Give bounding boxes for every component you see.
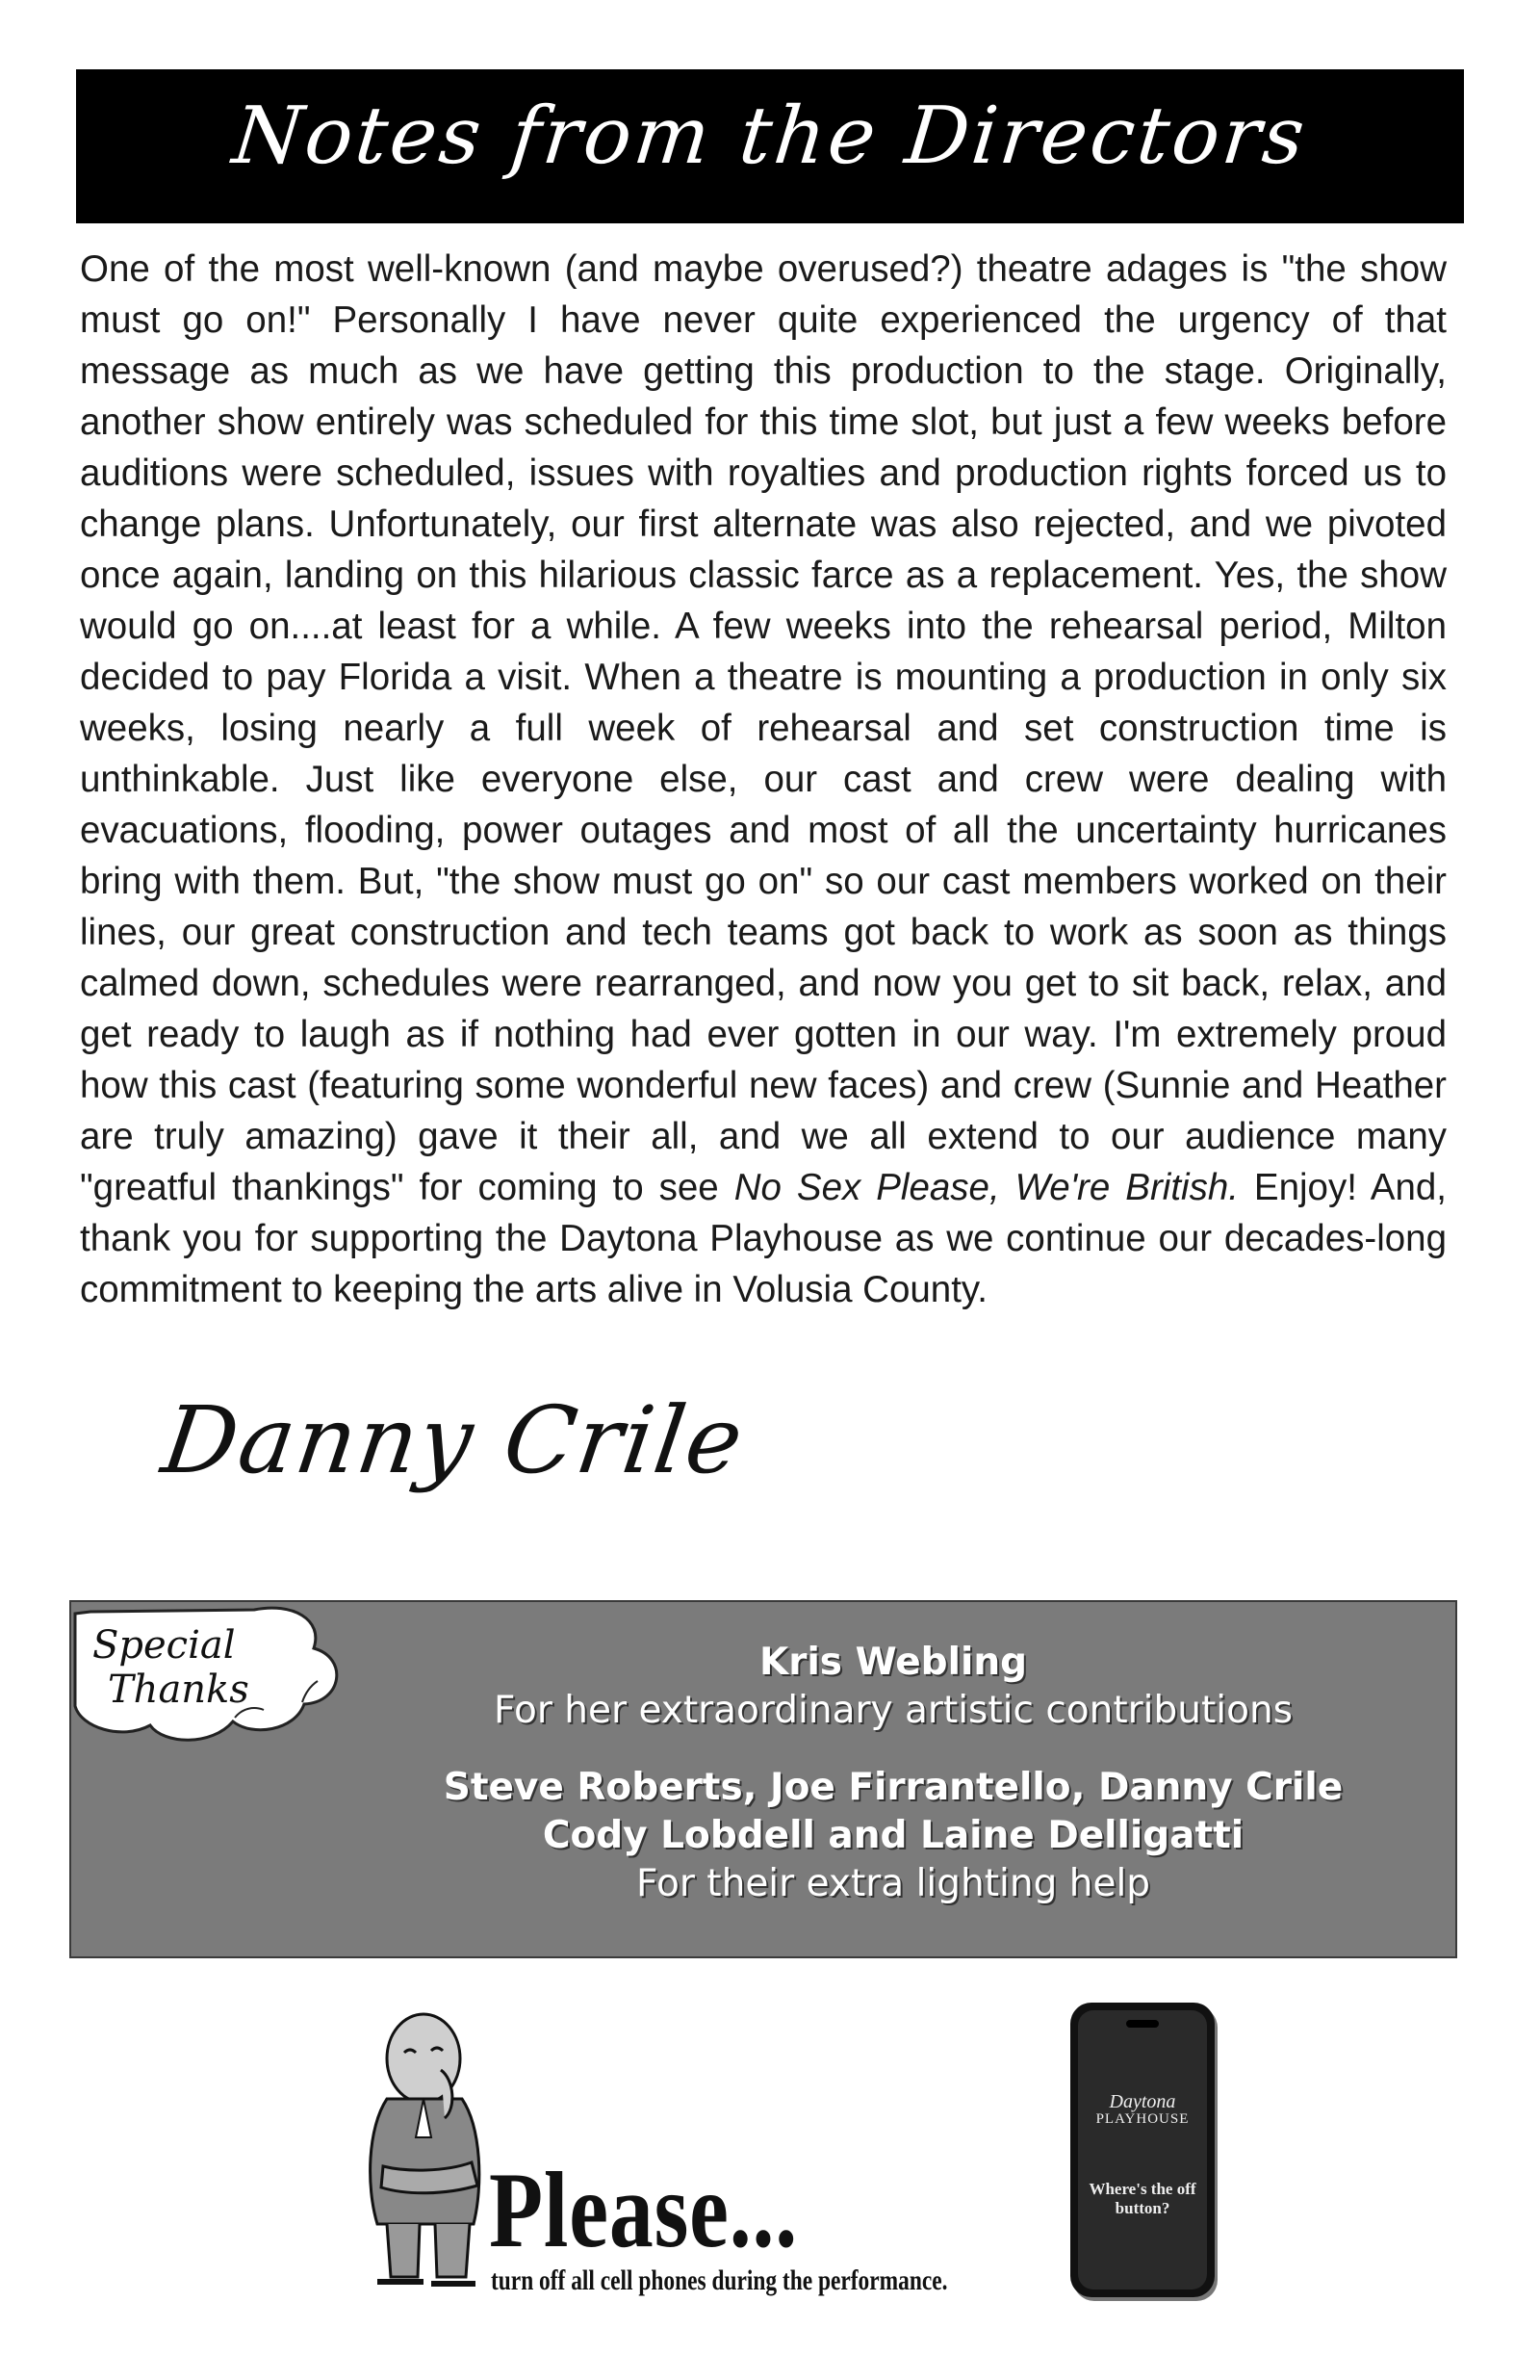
notes-paragraph	[80, 244, 1447, 1315]
show-title: No Sex Please, We're British.	[733, 1167, 1239, 1208]
thanks-names-line: Cody Lobdell and Laine Delligatti	[542, 1814, 1245, 1857]
thanks-reason: For her extraordinary artistic contributions	[493, 1689, 1294, 1732]
shushing-man-illustration	[348, 2003, 512, 2291]
phone-off-notice: turn off all cell phones during the performance.	[491, 2264, 948, 2296]
thanks-name: Kris Webling	[758, 1641, 1028, 1684]
notes-header-banner	[76, 69, 1464, 223]
phone-message: Where's the off button?	[1089, 2180, 1196, 2217]
directors-notes-body	[80, 244, 1447, 1315]
page-title: Notes from the Directors	[228, 91, 1312, 182]
phone-notch	[1126, 2020, 1159, 2028]
cell-phone-illustration	[1070, 2003, 1215, 2297]
notes-text-end: Enjoy! And, thank you for supporting the Daytona Playhouse as we continue our decades-long commitment to keeping the arts alive in Volusia County.	[80, 1167, 1447, 1310]
please-headline: Please...	[489, 2151, 799, 2270]
phone-screen	[1078, 2010, 1207, 2289]
special-thanks-cloud-badge	[71, 1602, 360, 1756]
badge-thanks-text: Thanks	[108, 1668, 249, 1712]
logo-subtext: PLAYHOUSE	[1095, 2111, 1190, 2127]
thanks-reason: For their extra lighting help	[635, 1862, 1151, 1905]
thanks-names-line: Steve Roberts, Joe Firrantello, Danny Crile	[443, 1766, 1344, 1809]
special-thanks-box	[69, 1600, 1457, 1958]
daytona-playhouse-logo	[1078, 2093, 1207, 2128]
director-signature: Danny Crile	[156, 1386, 752, 1494]
logo-script: Daytona	[1109, 2091, 1176, 2112]
special-thanks-list	[331, 1639, 1455, 1908]
notes-text-start: One of the most well-known (and maybe overused?) theatre adages is "the show must go on!" Personally I have never quite experienced the urgency of that message as much as we have getting this production to the stage. Originally, another show entirely was scheduled for this time slot, but just a few weeks before auditions were scheduled, issues with royalties and production rights forced us to change plans. Unfortunately, our first alternate was also rejected, and we pivoted once again, landing on this hilarious classic farce as a replacement. Yes, the show would go on....at least for a while. A few weeks into the rehearsal period, Milton decided to pay Florida a visit. When a theatre is mounting a production in only six weeks, losing nearly a full week of rehearsal and set construction time is unthinkable. Just like everyone else, our cast and crew were dealing with evacuations, flooding, power outages and most of all the uncertainty hurricanes bring with them. But, "the show must go on" so our cast members worked on their lines, our great construction and tech teams got back to work as soon as things calmed down, schedules were rearranged, and now you get to sit back, relax, and get ready to laugh as if nothing had ever gotten in our way. I'm extremely proud how this cast (featuring some wonderful new faces) and crew (Sunnie and Heather are truly amazing) gave it their all, and we all extend to our audience many "greatful thankings" for coming to see	[80, 248, 1447, 1208]
badge-special-text: Special	[92, 1623, 236, 1668]
